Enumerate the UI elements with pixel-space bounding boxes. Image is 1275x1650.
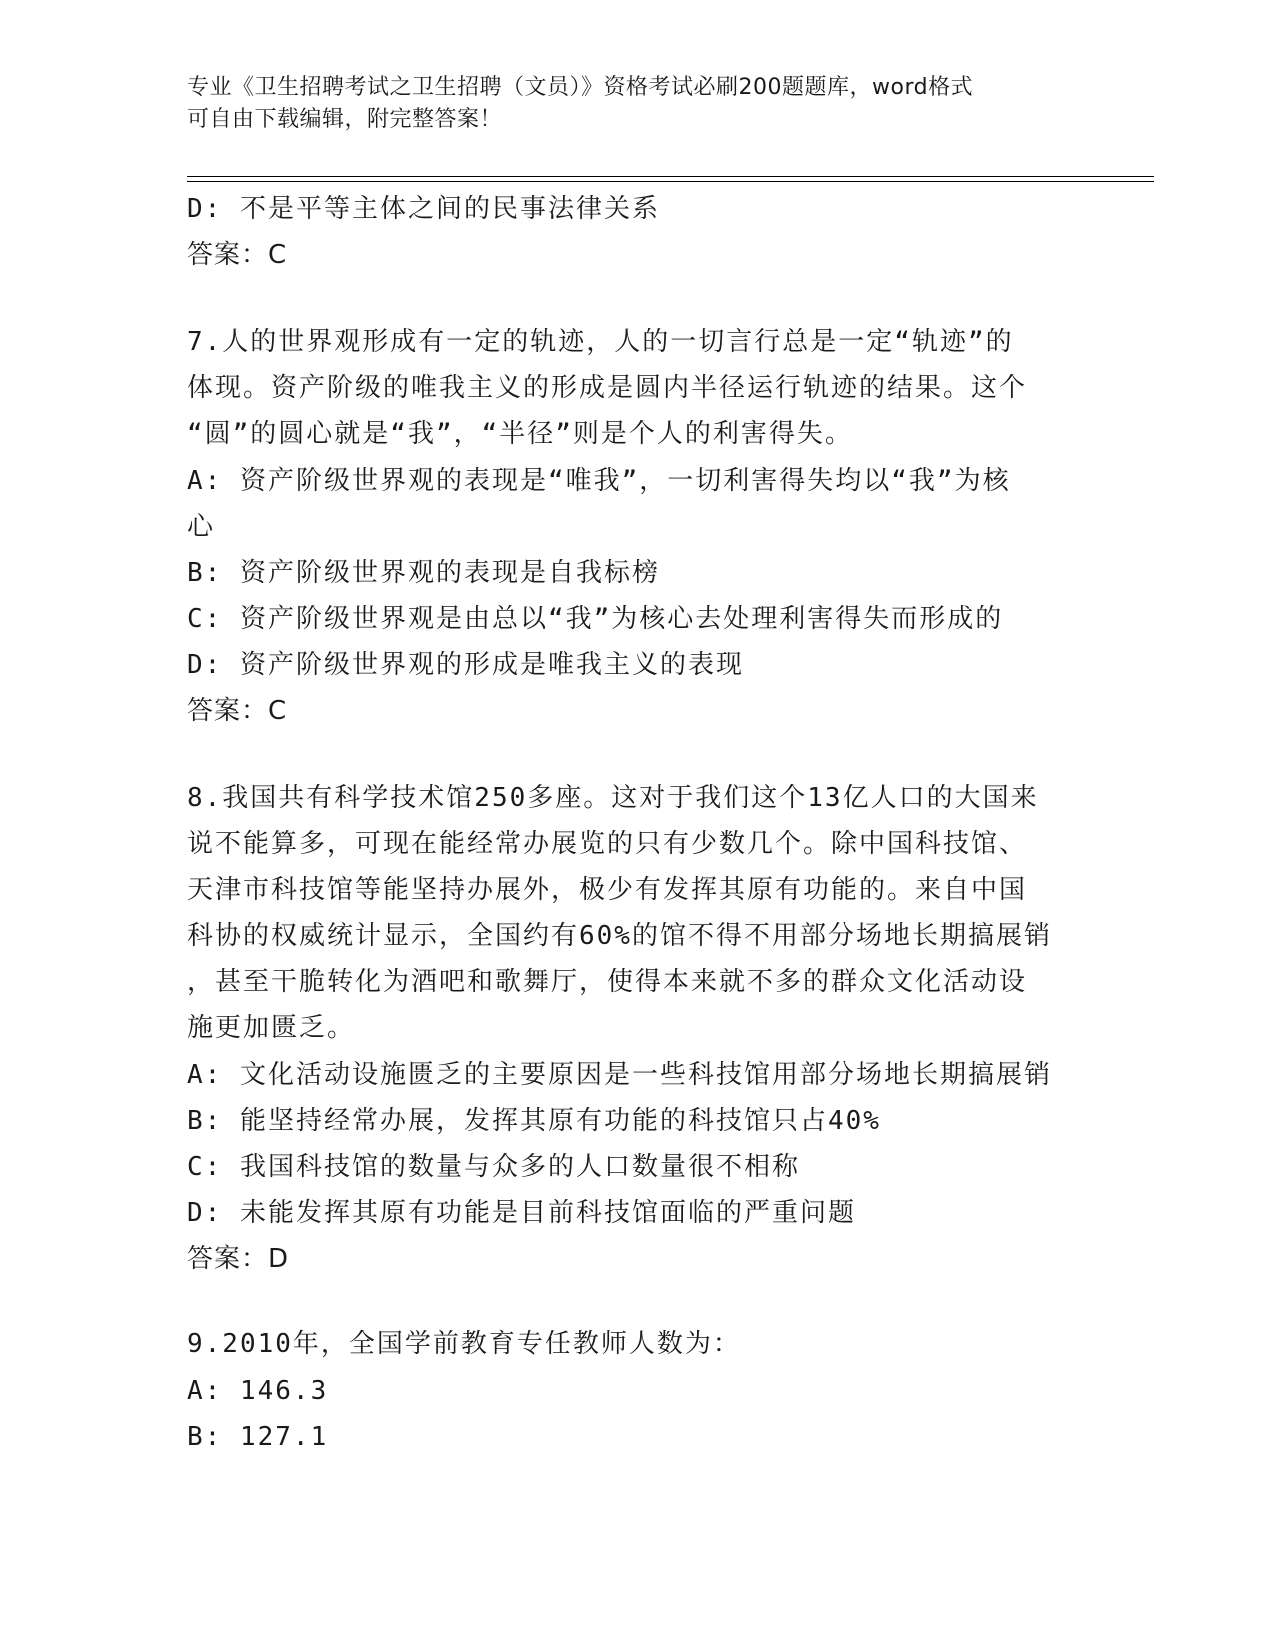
option-d: D: 未能发挥其原有功能是目前科技馆面临的严重问题 (187, 1198, 856, 1228)
option-c: C: 资产阶级世界观是由总以“我”为核心去处理利害得失而形成的 (187, 604, 1004, 634)
question-stem-line: 体现。资产阶级的唯我主义的形成是圆内半径运行轨迹的结果。这个 (187, 373, 1028, 403)
header-title-line-2: 可自由下载编辑，附完整答案！ (187, 107, 503, 132)
answer-line: 答案：C (187, 240, 288, 270)
question-8 (187, 776, 1087, 1282)
option-d: D: 资产阶级世界观的形成是唯我主义的表现 (187, 650, 744, 680)
header-divider-bottom (187, 181, 1154, 182)
previous-question-tail (187, 186, 1087, 278)
option-c: C: 我国科技馆的数量与众多的人口数量很不相称 (187, 1152, 800, 1182)
question-stem-line: 科协的权威统计显示，全国约有60%的馆不得不用部分场地长期搞展销 (187, 921, 1052, 951)
question-stem-line: 7.人的世界观形成有一定的轨迹，人的一切言行总是一定“轨迹”的 (187, 327, 1014, 357)
spacer (187, 1282, 1087, 1322)
spacer (187, 278, 1087, 320)
question-content (187, 186, 1087, 1460)
question-stem-line: “圆”的圆心就是“我”，“半径”则是个人的利害得失。 (187, 419, 853, 449)
question-stem-line: 说不能算多，可现在能经常办展览的只有少数几个。除中国科技馆、 (187, 829, 1028, 859)
option-b: B: 能坚持经常办展，发挥其原有功能的科技馆只占40% (187, 1106, 881, 1136)
spacer (187, 734, 1087, 776)
option-b: B: 127.1 (187, 1422, 329, 1452)
header-divider-top (187, 176, 1154, 177)
question-9 (187, 1322, 1087, 1460)
option-d: D: 不是平等主体之间的民事法律关系 (187, 194, 660, 224)
question-stem-line: 9.2010年，全国学前教育专任教师人数为： (187, 1329, 741, 1359)
question-stem-line: ，甚至干脆转化为酒吧和歌舞厅，使得本来就不多的群众文化活动设 (187, 967, 1028, 997)
question-7 (187, 320, 1087, 734)
question-stem-line: 施更加匮乏。 (187, 1013, 356, 1043)
option-a-line-1: A: 资产阶级世界观的表现是“唯我”，一切利害得失均以“我”为核 (187, 466, 1011, 496)
question-stem-line: 8.我国共有科学技术馆250多座。这对于我们这个13亿人口的大国来 (187, 783, 1039, 813)
option-a-line-2: 心 (187, 512, 216, 542)
option-a: A: 146.3 (187, 1376, 329, 1406)
header-title-line-1: 专业《卫生招聘考试之卫生招聘（文员）》资格考试必刷200题题库，word格式 (187, 75, 974, 100)
answer-line: 答案：D (187, 1244, 290, 1274)
question-stem-line: 天津市科技馆等能坚持办展外，极少有发挥其原有功能的。来自中国 (187, 875, 1028, 905)
option-a: A: 文化活动设施匮乏的主要原因是一些科技馆用部分场地长期搞展销 (187, 1060, 1052, 1090)
option-b: B: 资产阶级世界观的表现是自我标榜 (187, 558, 660, 588)
answer-line: 答案：C (187, 696, 288, 726)
page-header (187, 72, 1067, 136)
